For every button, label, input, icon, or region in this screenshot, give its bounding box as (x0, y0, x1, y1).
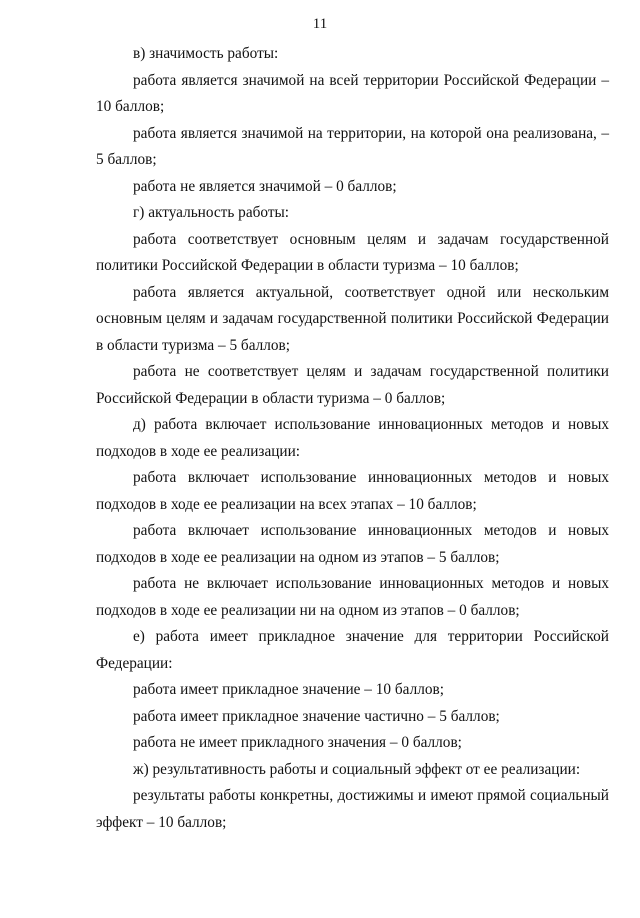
paragraph-section-e-heading: е) работа имеет прикладное значение для территории Российской Федерации: (96, 628, 609, 672)
paragraph-section-zh-heading: ж) результативность работы и социальный эффект от ее реализации: (133, 760, 581, 778)
page-number: 11 (312, 16, 328, 32)
paragraph: работа не включает использование инновационных методов и новых подходов в ходе ее реализации ни на одном из этапов – 0 баллов; (96, 575, 609, 619)
paragraph: работа имеет прикладное значение частично – 5 баллов; (133, 707, 500, 725)
paragraph-section-d-heading: д) работа включает использование инновационных методов и новых подходов в ходе ее реализации: (96, 416, 609, 460)
paragraph: работа не является значимой – 0 баллов; (133, 177, 397, 195)
paragraph: работа имеет прикладное значение – 10 баллов; (133, 681, 444, 698)
paragraph: работа является значимой на территории, на которой она реализована, – 5 баллов; (96, 124, 609, 168)
paragraph: работа является актуальной, соответствует одной или нескольким основным целям и задачам государственной политики Российской Федерации в области туризма – 5 баллов; (96, 283, 609, 354)
paragraph: работа включает использование инновационных методов и новых подходов в ходе ее реализации на всех этапах – 10 баллов; (96, 469, 609, 513)
paragraph-section-g-heading: г) актуальность работы: (133, 204, 290, 221)
paragraph: работа не имеет прикладного значения – 0 баллов; (133, 734, 462, 751)
paragraph: работа является значимой на всей территории Российской Федерации – 10 баллов; (96, 71, 609, 115)
paragraph: работа соответствует основным целям и задачам государственной политики Российской Федерации в области туризма – 10 баллов; (96, 230, 609, 274)
paragraph-section-v-heading: в) значимость работы: (133, 45, 279, 62)
document-body (96, 41, 609, 836)
paragraph: работа включает использование инновационных методов и новых подходов в ходе ее реализации на одном из этапов – 5 баллов; (96, 522, 609, 566)
paragraph: работа не соответствует целям и задачам государственной политики Российской Федерации в области туризма – 0 баллов; (96, 363, 609, 407)
paragraph: результаты работы конкретны, достижимы и имеют прямой социальный эффект – 10 баллов; (96, 787, 609, 831)
